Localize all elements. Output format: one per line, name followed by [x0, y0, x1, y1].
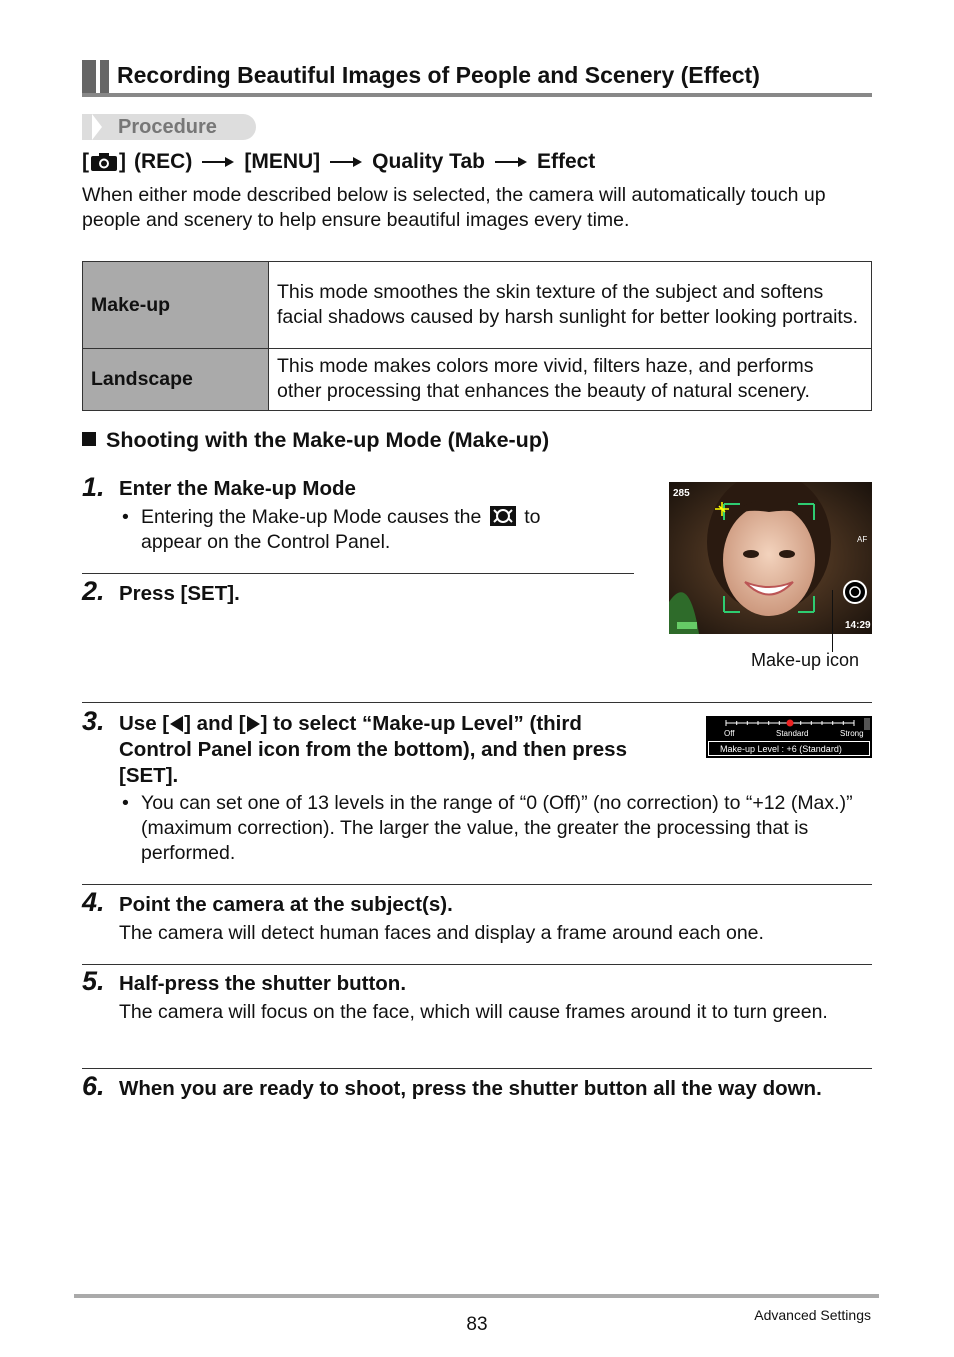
level-strong-label: Strong — [840, 729, 864, 738]
page-number: 83 — [466, 1314, 488, 1335]
step-number: 1. — [82, 472, 105, 502]
step-body: The camera will focus on the face, which will cause frames around it to turn green. — [119, 1001, 828, 1023]
rec-label: (REC) — [134, 150, 193, 173]
make-up-level-bar — [706, 716, 872, 758]
mode-name: Landscape — [83, 349, 269, 411]
camera-button: [ ] — [82, 150, 126, 173]
bullet-text: Entering the Make-up Mode causes the — [141, 506, 482, 528]
step-title — [119, 711, 689, 789]
mode-description: This mode smoothes the skin texture of the subject and softens facial shadows caused by harsh sunlight for better looking portraits. — [269, 262, 872, 349]
level-off-label: Off — [724, 729, 735, 738]
make-up-panel-icon — [844, 581, 866, 603]
step-title-text: Control Panel icon from the bottom), and then press — [119, 738, 627, 761]
callout-line — [832, 590, 833, 652]
divider — [82, 573, 634, 574]
chapter-name: Advanced Settings — [754, 1307, 871, 1323]
title-marker-2 — [100, 60, 109, 96]
step-title: Point the camera at the subject(s). — [119, 893, 453, 916]
step-number: 4. — [82, 887, 105, 917]
divider — [82, 884, 872, 885]
camera-screen-image — [669, 482, 872, 634]
triangle-left-icon — [170, 716, 183, 732]
battery-icon — [677, 622, 697, 629]
step-title-text: [SET]. — [119, 764, 179, 787]
clock-time: 14:29 — [845, 620, 871, 631]
shots-remaining: 285 — [673, 488, 690, 499]
level-readout: Make-up Level : +6 (Standard) — [720, 744, 842, 754]
title-marker — [82, 60, 96, 96]
step-title-text: ] to select “Make-up Level” (third — [260, 712, 582, 735]
step-body: The camera will detect human faces and display a frame around each one. — [119, 922, 764, 944]
effect-modes-table — [82, 261, 872, 411]
menu-path — [82, 150, 595, 174]
title-underline — [82, 93, 872, 97]
table-row — [83, 349, 872, 411]
divider — [82, 1068, 872, 1069]
arrow-right-icon — [495, 157, 527, 167]
step-title-text: Use [ — [119, 712, 170, 735]
step-number: 5. — [82, 966, 105, 996]
effect-label: Effect — [536, 150, 596, 173]
table-row — [83, 262, 872, 349]
af-indicator: AF — [857, 535, 868, 544]
mode-description: This mode makes colors more vivid, filters haze, and performs other processing that enhances the beauty of natural scenery. — [269, 349, 872, 411]
procedure-badge — [82, 114, 256, 140]
step-number: 3. — [82, 706, 105, 736]
step-number: 2. — [82, 576, 105, 606]
step-title: Press [SET]. — [119, 582, 240, 605]
bullet-text: You can set one of 13 levels in the range of “0 (Off)” (no correction) to “+12 (Max.)” (maximum correction). The larger the value, the greater the processing that is performed. — [141, 792, 853, 864]
bullet-text: to — [524, 506, 541, 528]
image-caption: Make-up icon — [751, 650, 860, 670]
divider — [82, 702, 872, 703]
section-title-bar — [82, 60, 872, 98]
step-title: Half-press the shutter button. — [119, 972, 407, 995]
divider — [82, 964, 872, 965]
square-bullet-icon — [82, 432, 96, 446]
level-bar-graphic — [706, 716, 872, 758]
step-title-text: ] and [ — [184, 712, 246, 735]
step-number: 6. — [82, 1071, 105, 1101]
intro-text: When either mode described below is selected, the camera will automatically touch up people and scenery to help ensure beautiful images every time. — [82, 184, 826, 231]
camera-icon — [90, 152, 118, 172]
subheading — [82, 428, 549, 453]
camera-screen-graphic — [669, 482, 872, 634]
procedure-label: Procedure — [118, 116, 217, 138]
quality-tab-label: Quality Tab — [372, 150, 485, 173]
step-title: Enter the Make-up Mode — [119, 477, 356, 500]
subheading-text: Shooting with the Make-up Mode (Make-up) — [106, 428, 550, 452]
menu-label: [MENU] — [244, 150, 321, 173]
bullet-text: appear on the Control Panel. — [141, 531, 391, 553]
arrow-right-icon — [202, 157, 234, 167]
level-standard-label: Standard — [776, 729, 809, 738]
arrow-right-icon — [330, 157, 362, 167]
chevron-right-icon — [92, 114, 102, 140]
level-marker — [787, 720, 794, 727]
section-title: Recording Beautiful Images of People and Scenery (Effect) — [117, 62, 760, 88]
step-title: When you are ready to shoot, press the shutter button all the way down. — [119, 1077, 822, 1100]
triangle-right-icon — [247, 716, 260, 732]
footer-rule — [74, 1294, 879, 1298]
make-up-icon — [490, 506, 516, 526]
mode-name: Make-up — [83, 262, 269, 349]
